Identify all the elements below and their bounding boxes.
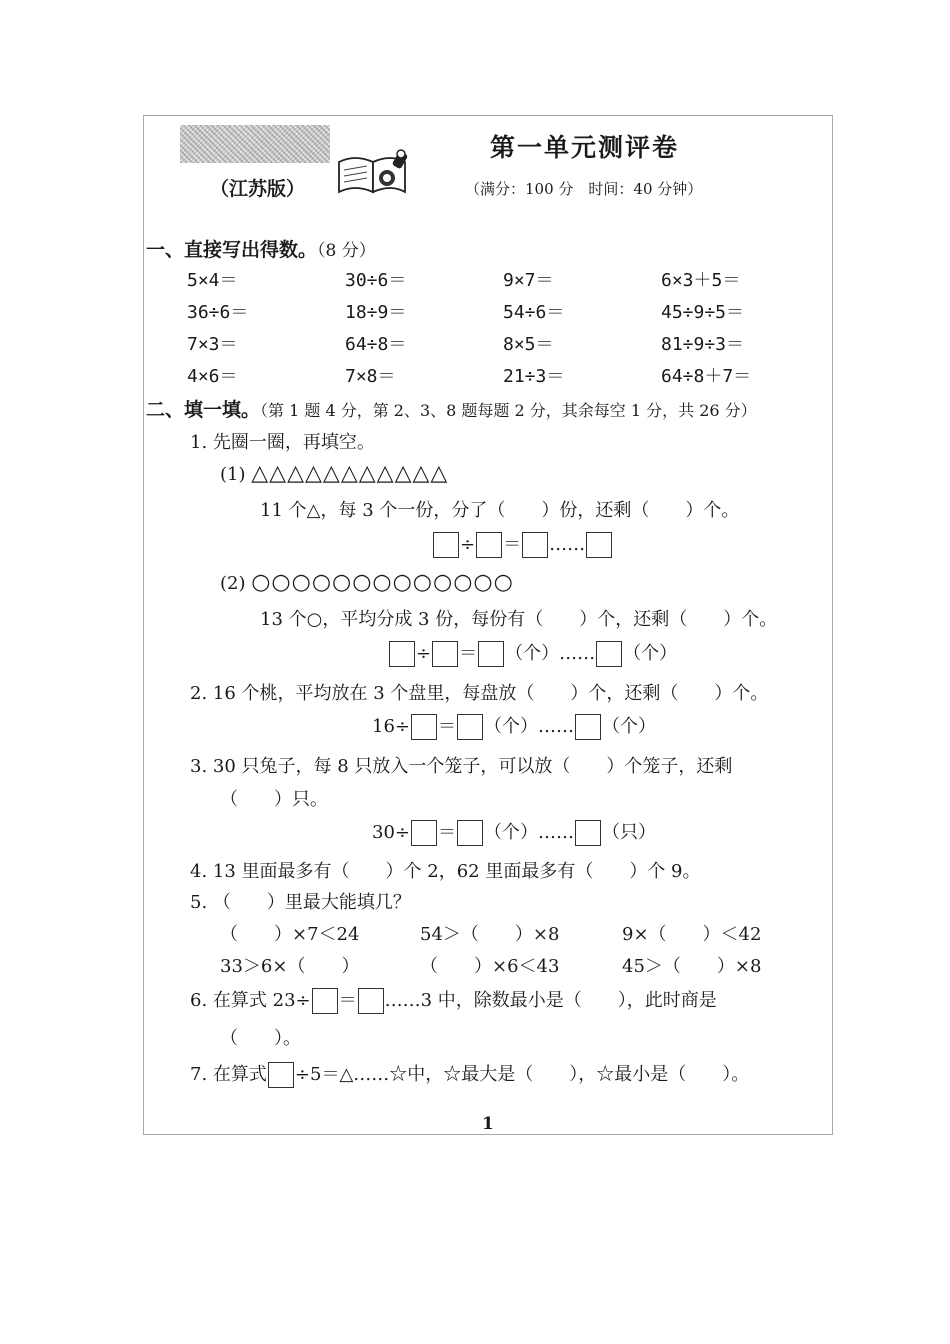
calc-item: 64÷8＋7＝ bbox=[661, 366, 752, 387]
equation-prefix: 16÷ bbox=[372, 716, 410, 737]
q5-item: 45＞（ ）×8 bbox=[622, 956, 762, 977]
q7-text-start: 7. 在算式 bbox=[190, 1064, 267, 1085]
unit-label: （个） bbox=[484, 822, 538, 843]
section1-points: （8 分） bbox=[317, 241, 376, 261]
divide-sign: ÷ bbox=[460, 534, 476, 555]
book-magnifier-icon bbox=[335, 148, 415, 196]
calc-item: 7×8＝ bbox=[345, 366, 396, 387]
answer-box[interactable] bbox=[476, 532, 502, 558]
question-3: 3. 30 只兔子，每 8 只放入一个笼子，可以放（ ）个笼子，还剩 bbox=[190, 756, 733, 777]
answer-box[interactable] bbox=[596, 641, 622, 667]
answer-box[interactable] bbox=[457, 820, 483, 846]
calc-item: 36÷6＝ bbox=[187, 302, 249, 323]
equals-sign: ＝ bbox=[338, 990, 357, 1011]
q1-part2-equation bbox=[388, 639, 677, 667]
page-number: 1 bbox=[482, 1114, 494, 1134]
question-3-line2: （ ）只。 bbox=[220, 789, 328, 810]
equals-sign: ＝ bbox=[503, 534, 522, 555]
question-2: 2. 16 个桃，平均放在 3 个盘里，每盘放（ ）个，还剩（ ）个。 bbox=[190, 683, 769, 704]
section2-points: （第 1 题 4 分，第 2、3、8 题每题 2 分，其余每空 1 分，共 26 分） bbox=[260, 401, 757, 420]
calc-item: 5×4＝ bbox=[187, 270, 238, 291]
q5-item: （ ）×7＜24 bbox=[220, 924, 360, 945]
calc-item: 9×7＝ bbox=[503, 270, 554, 291]
header-noise-logo bbox=[180, 125, 330, 163]
question-6-line2: （ ）。 bbox=[220, 1028, 301, 1049]
answer-box[interactable] bbox=[586, 532, 612, 558]
answer-box[interactable] bbox=[433, 532, 459, 558]
question-1: 1. 先圈一圈，再填空。 bbox=[190, 432, 375, 453]
calc-item: 54÷6＝ bbox=[503, 302, 565, 323]
calc-item: 21÷3＝ bbox=[503, 366, 565, 387]
section1-title: 一、直接写出得数。 bbox=[146, 239, 318, 261]
question-7 bbox=[190, 1060, 749, 1088]
q5-item: （ ）×6＜43 bbox=[420, 956, 560, 977]
q5-item: 54＞（ ）×8 bbox=[420, 924, 560, 945]
question-6 bbox=[190, 986, 717, 1014]
q2-equation bbox=[372, 712, 656, 740]
answer-box[interactable] bbox=[268, 1062, 294, 1088]
remainder-dots: …… bbox=[549, 534, 586, 555]
q1-part1-label: (1) bbox=[220, 464, 246, 485]
answer-box[interactable] bbox=[411, 714, 437, 740]
triangle-shapes: △△△△△△△△△△△ bbox=[251, 461, 449, 486]
unit-label: （个） bbox=[602, 716, 656, 737]
answer-box[interactable] bbox=[389, 641, 415, 667]
unit-label: （只） bbox=[602, 822, 656, 843]
equals-sign: ＝ bbox=[438, 716, 456, 737]
calc-item: 30÷6＝ bbox=[345, 270, 407, 291]
answer-box[interactable] bbox=[312, 988, 338, 1014]
unit-label: （个） bbox=[623, 643, 678, 664]
answer-box[interactable] bbox=[358, 988, 384, 1014]
calc-item: 64÷8＝ bbox=[345, 334, 407, 355]
unit-label: （个） bbox=[484, 716, 538, 737]
calc-item: 45÷9÷5＝ bbox=[661, 302, 745, 323]
q1-part2-label: (2) bbox=[220, 573, 246, 594]
calc-item: 8×5＝ bbox=[503, 334, 554, 355]
q1-part1-equation bbox=[432, 530, 613, 558]
answer-box[interactable] bbox=[522, 532, 548, 558]
score-time-info: （满分：100 分 时间：40 分钟） bbox=[465, 180, 703, 198]
remainder-dots: …… bbox=[559, 643, 596, 664]
section2-heading bbox=[146, 395, 757, 422]
calc-item: 6×3＋5＝ bbox=[661, 270, 741, 291]
q5-item: 9×（ ）＜42 bbox=[622, 924, 762, 945]
answer-box[interactable] bbox=[575, 714, 601, 740]
page-title: 第一单元测评卷 bbox=[490, 133, 680, 162]
question-5: 5. （ ）里最大能填几？ bbox=[190, 892, 411, 913]
question-4: 4. 13 里面最多有（ ）个 2，62 里面最多有（ ）个 9。 bbox=[190, 861, 701, 882]
equals-sign: ＝ bbox=[438, 822, 456, 843]
equation-prefix: 30÷ bbox=[372, 822, 410, 843]
q1-part2 bbox=[220, 570, 514, 595]
q6-text-end: ……3 中，除数最小是（ ），此时商是 bbox=[384, 990, 717, 1011]
q1-part1-text: 11 个△，每 3 个一份，分了（ ）份，还剩（ ）个。 bbox=[260, 500, 740, 521]
q5-item: 33＞6×（ ） bbox=[220, 956, 360, 977]
circle-shapes: ○○○○○○○○○○○○○ bbox=[251, 570, 514, 595]
edition-label: （江苏版） bbox=[210, 178, 306, 200]
calc-item: 7×3＝ bbox=[187, 334, 238, 355]
section2-title: 二、填一填。 bbox=[146, 399, 261, 421]
q7-text-end: ÷5＝△……☆中，☆最大是（ ），☆最小是（ ）。 bbox=[294, 1064, 750, 1085]
answer-box[interactable] bbox=[457, 714, 483, 740]
answer-box[interactable] bbox=[575, 820, 601, 846]
q1-part1 bbox=[220, 461, 448, 486]
equals-sign: ＝ bbox=[459, 643, 478, 664]
remainder-dots: …… bbox=[538, 822, 574, 843]
calc-item: 4×6＝ bbox=[187, 366, 238, 387]
answer-box[interactable] bbox=[432, 641, 458, 667]
answer-box[interactable] bbox=[478, 641, 504, 667]
divide-sign: ÷ bbox=[416, 643, 432, 664]
answer-box[interactable] bbox=[411, 820, 437, 846]
remainder-dots: …… bbox=[538, 716, 574, 737]
q6-text-start: 6. 在算式 23÷ bbox=[190, 990, 311, 1011]
unit-label: （个） bbox=[505, 643, 560, 664]
q3-equation bbox=[372, 818, 656, 846]
calc-item: 81÷9÷3＝ bbox=[661, 334, 745, 355]
q1-part2-text: 13 个○，平均分成 3 份，每份有（ ）个，还剩（ ）个。 bbox=[260, 609, 778, 630]
section1-heading bbox=[146, 235, 376, 262]
calc-item: 18÷9＝ bbox=[345, 302, 407, 323]
